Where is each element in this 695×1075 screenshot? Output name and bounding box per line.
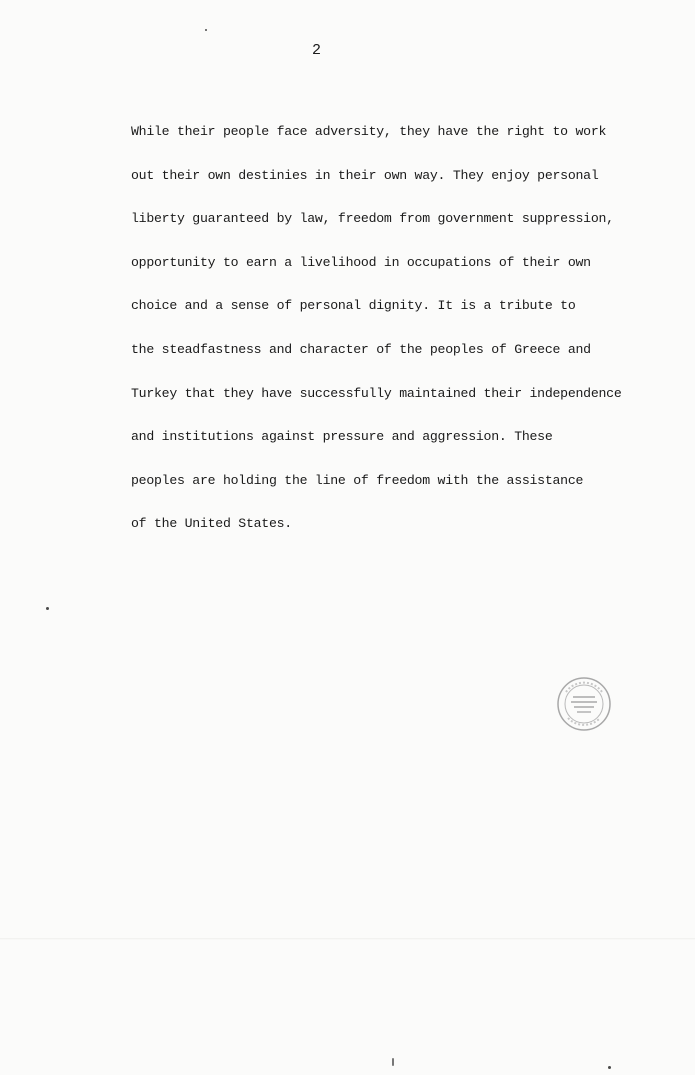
text-line: choice and a sense of personal dignity. It is a tribute to [131,298,576,314]
body-text [131,122,622,558]
page-number: 2 [312,42,322,59]
text-line: opportunity to earn a livelihood in occupations of their own [131,254,591,270]
text-line: the steadfastness and character of the peoples of Greece and [131,341,591,357]
text-line: of the United States. [131,516,292,532]
paper-speck [608,1066,611,1069]
text-line: and institutions against pressure and aggression. These [131,429,553,445]
text-line: Turkey that they have successfully maintained their independence [131,385,622,401]
text-line: peoples are holding the line of freedom with the assistance [131,472,584,488]
text-line: out their own destinies in their own way. They enjoy personal [131,167,599,183]
paper-fold [0,938,695,940]
paper-speck [46,607,49,610]
paper-speck [392,1058,394,1066]
text-line: liberty guaranteed by law, freedom from government suppression, [131,211,614,227]
paper-speck [205,29,207,31]
library-stamp-icon [556,676,612,732]
text-line: While their people face adversity, they have the right to work [131,124,607,139]
